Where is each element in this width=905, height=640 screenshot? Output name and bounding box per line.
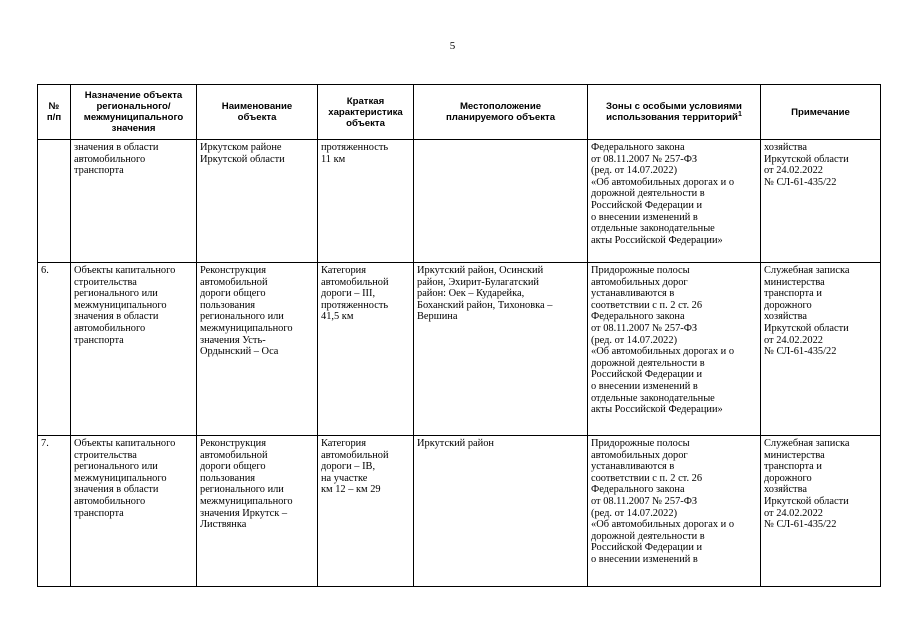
header-cell-zones: Зоны с особыми условиями использования территорий$^1$ [588, 85, 761, 140]
cell-characteristic: протяженность 11 км [318, 140, 414, 263]
cell-purpose: значения в области автомобильного транспорта [71, 140, 197, 263]
cell-zones: Придорожные полосы автомобильных дорог устанавливаются в соответствии с п. 2 ст. 26 Федерального закона от 08.11.2007 № 257-ФЗ (ред. от 14.07.2022) «Об автомобильных дорогах и о дорожной деятельности в Российской Федерации и о внесении изменений в [588, 436, 761, 587]
cell-note: хозяйства Иркутской области от 24.02.2022 № СЛ-61-435/22 [761, 140, 881, 263]
cell-name: Реконструкция автомобильной дороги общего пользования регионального или межмуниципального значения Усть- Ордынский – Оса [197, 263, 318, 436]
cell-location: Иркутский район [414, 436, 588, 587]
cell-number: 6. [38, 263, 71, 436]
table-row [38, 263, 881, 436]
cell-name: Иркутском районе Иркутской области [197, 140, 318, 263]
cell-characteristic: Категория автомобильной дороги – III, протяженность 41,5 км [318, 263, 414, 436]
cell-location: Иркутский район, Осинский район, Эхирит-Булагатский район: Оек – Кударейка, Боханский район, Тихоновка – Вершина [414, 263, 588, 436]
cell-name: Реконструкция автомобильной дороги общего пользования регионального или межмуниципального значения Иркутск – Листвянка [197, 436, 318, 587]
cell-purpose: Объекты капитального строительства регионального или межмуниципального значения в области автомобильного транспорта [71, 436, 197, 587]
cell-note: Служебная записка министерства транспорта и дорожного хозяйства Иркутской области от 24.02.2022 № СЛ-61-435/22 [761, 263, 881, 436]
header-cell-name: Наименование объекта [197, 85, 318, 140]
cell-location [414, 140, 588, 263]
table-header-row [38, 85, 881, 140]
header-cell-purpose: Назначение объекта регионального/ межмуниципального значения [71, 85, 197, 140]
cell-purpose: Объекты капитального строительства регионального или межмуниципального значения в области автомобильного транспорта [71, 263, 197, 436]
page-number: 5 [449, 40, 456, 52]
cell-number: 7. [38, 436, 71, 587]
header-cell-characteristic: Краткая характеристика объекта [318, 85, 414, 140]
table-row [38, 436, 881, 587]
table-row [38, 140, 881, 263]
cell-characteristic: Категория автомобильной дороги – IB, на участке км 12 – км 29 [318, 436, 414, 587]
cell-zones: Федерального закона от 08.11.2007 № 257-ФЗ (ред. от 14.07.2022) «Об автомобильных дорогах и о дорожной деятельности в Российской Федерации и о внесении изменений в отдельные законодательные акты Российской Федерации» [588, 140, 761, 263]
cell-number [38, 140, 71, 263]
header-cell-location: Местоположение планируемого объекта [414, 85, 588, 140]
cell-note: Служебная записка министерства транспорта и дорожного хозяйства Иркутской области от 24.02.2022 № СЛ-61-435/22 [761, 436, 881, 587]
cell-zones: Придорожные полосы автомобильных дорог устанавливаются в соответствии с п. 2 ст. 26 Федерального закона от 08.11.2007 № 257-ФЗ (ред. от 14.07.2022) «Об автомобильных дорогах и о дорожной деятельности в Российской Федерации и о внесении изменений в отдельные законодательные акты Российской Федерации» [588, 263, 761, 436]
header-cell-number: № п/п [38, 85, 71, 140]
header-cell-note: Примечание [761, 85, 881, 140]
planned-objects-table [37, 84, 881, 587]
footnote-mark: 1 [737, 110, 742, 118]
